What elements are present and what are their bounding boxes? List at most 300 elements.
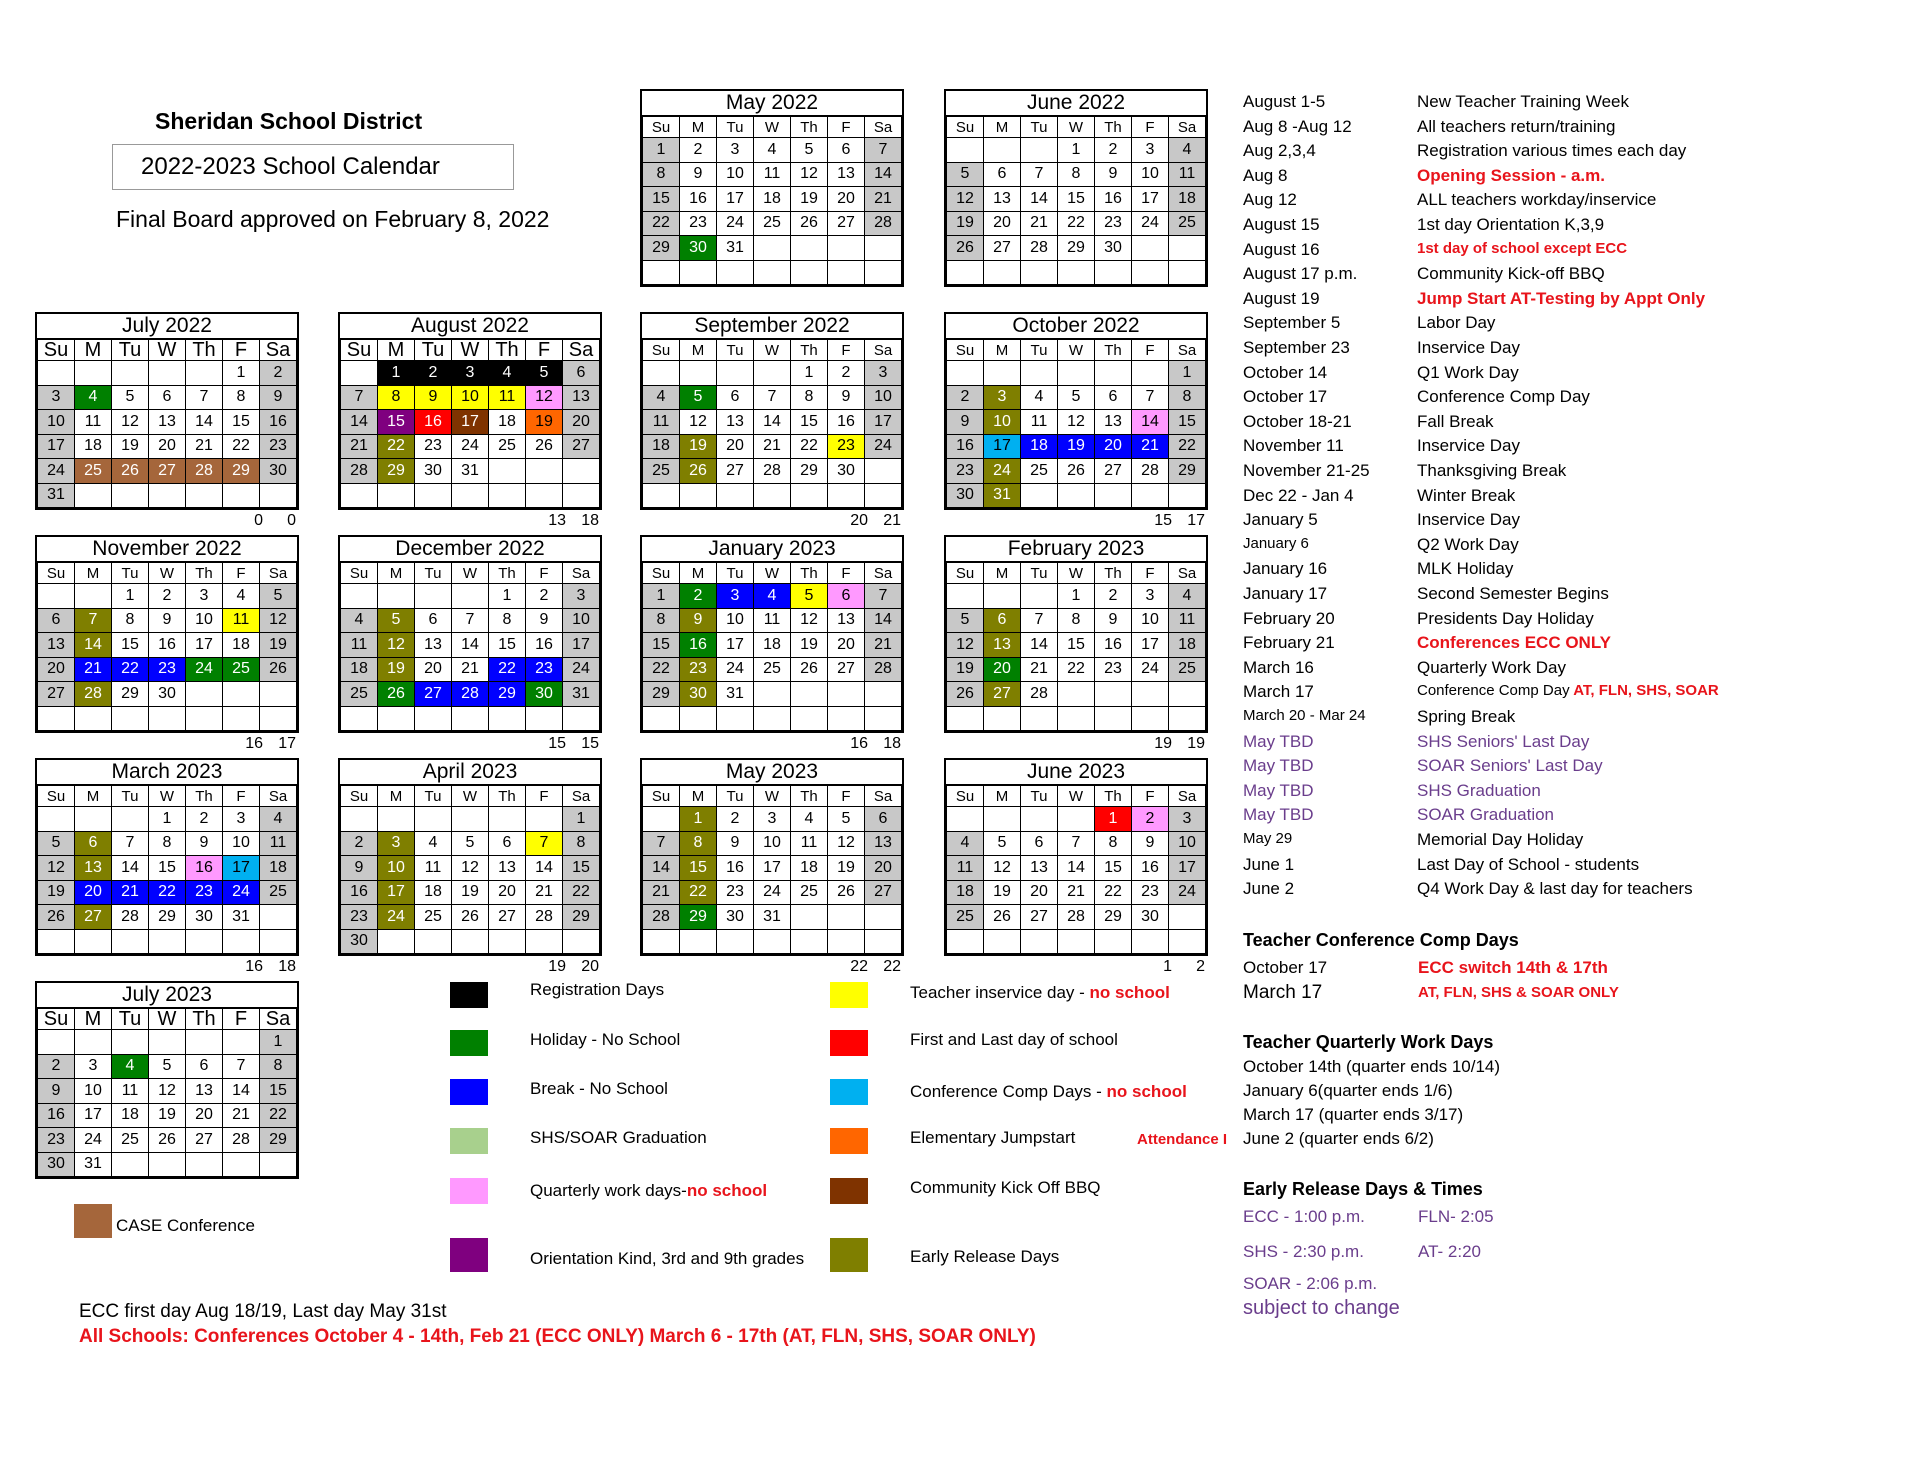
day-cell: 15 — [563, 856, 600, 881]
day-cell — [717, 260, 754, 285]
day-cell: 21 — [1058, 880, 1095, 905]
event-text: SHS Seniors' Last Day — [1417, 731, 1590, 751]
day-cell: 20 — [828, 187, 865, 212]
day-cell: 4 — [341, 608, 378, 633]
day-cell: 12 — [984, 856, 1021, 881]
day-cell: 21 — [112, 880, 149, 905]
day-cell — [984, 260, 1021, 285]
day-cell: 10 — [38, 410, 75, 435]
day-cell: 13 — [865, 831, 902, 856]
day-cell — [1058, 807, 1095, 832]
day-cell: 25 — [112, 1128, 149, 1153]
day-count: 15 — [1154, 512, 1172, 529]
weekday-header: M — [75, 786, 112, 807]
day-cell: 2 — [680, 138, 717, 163]
day-cell: 11 — [1169, 608, 1206, 633]
day-cell — [717, 929, 754, 954]
day-cell — [378, 807, 415, 832]
day-cell: 11 — [947, 856, 984, 881]
day-cell: 28 — [1021, 236, 1058, 261]
day-cell: 31 — [754, 905, 791, 930]
day-cell: 20 — [1095, 434, 1132, 459]
weekday-header: Sa — [563, 563, 600, 584]
event-text: MLK Holiday — [1417, 559, 1514, 579]
day-cell: 20 — [563, 410, 600, 435]
event-date: January 17 — [1243, 584, 1328, 603]
day-cell: 23 — [260, 434, 297, 459]
day-cell: 15 — [1095, 856, 1132, 881]
weekday-header: Su — [341, 563, 378, 584]
day-cell: 22 — [378, 434, 415, 459]
weekday-header: F — [1132, 340, 1169, 361]
day-cell: 1 — [1169, 361, 1206, 386]
day-cell: 15 — [223, 410, 260, 435]
day-cell — [828, 905, 865, 930]
event-text: Spring Break — [1417, 707, 1516, 726]
day-cell: 10 — [1169, 831, 1206, 856]
day-cell: 30 — [1132, 905, 1169, 930]
approval-note: Final Board approved on February 8, 2022 — [116, 206, 550, 232]
day-cell: 24 — [452, 434, 489, 459]
legend-quarterly — [530, 1181, 767, 1201]
day-cell: 22 — [563, 880, 600, 905]
event-date: March 17 — [1243, 682, 1314, 702]
day-cell: 5 — [260, 584, 297, 609]
day-cell: 17 — [754, 856, 791, 881]
weekday-header: F — [828, 786, 865, 807]
day-cell: 22 — [1169, 434, 1206, 459]
weekday-header: F — [1132, 786, 1169, 807]
weekday-header: Sa — [260, 786, 297, 807]
event-date: August 16 — [1243, 239, 1320, 259]
day-cell — [643, 929, 680, 954]
event-date: September 23 — [1243, 338, 1350, 357]
day-cell — [112, 929, 149, 954]
legend-case: CASE Conference — [116, 1216, 255, 1235]
day-cell: 19 — [38, 880, 75, 905]
event-date: Aug 8 — [1243, 165, 1288, 185]
day-cell — [1095, 682, 1132, 707]
day-cell — [489, 483, 526, 508]
day-cell: 28 — [865, 657, 902, 682]
day-cell: 13 — [489, 856, 526, 881]
day-cell: 24 — [223, 880, 260, 905]
day-cell — [563, 706, 600, 731]
day-cell: 31 — [717, 236, 754, 261]
day-cell: 6 — [149, 385, 186, 410]
day-cell — [378, 584, 415, 609]
day-cell: 17 — [717, 187, 754, 212]
day-cell: 14 — [186, 410, 223, 435]
day-cell: 28 — [341, 459, 378, 484]
weekday-header: Tu — [717, 117, 754, 138]
day-cell: 15 — [1058, 633, 1095, 658]
event-text: Quarterly Work Day — [1417, 657, 1566, 677]
day-cell: 25 — [75, 459, 112, 484]
day-cell: 4 — [112, 1054, 149, 1079]
day-cell — [717, 706, 754, 731]
day-cell: 2 — [680, 584, 717, 609]
day-cell — [75, 1030, 112, 1055]
day-cell: 28 — [112, 905, 149, 930]
day-cell: 22 — [260, 1103, 297, 1128]
day-cell: 11 — [754, 608, 791, 633]
day-cell — [791, 905, 828, 930]
day-cell — [149, 706, 186, 731]
day-cell: 8 — [489, 608, 526, 633]
day-cell — [452, 483, 489, 508]
day-cell — [149, 361, 186, 386]
day-cell: 16 — [526, 633, 563, 658]
month-title: June 2022 — [946, 91, 1206, 116]
day-cell: 12 — [112, 410, 149, 435]
event-date: May TBD — [1243, 805, 1314, 825]
event-row — [1243, 633, 1920, 655]
day-cell: 23 — [1095, 657, 1132, 682]
day-cell — [1095, 706, 1132, 731]
day-cell: 6 — [75, 831, 112, 856]
day-cell — [791, 929, 828, 954]
day-cell — [947, 807, 984, 832]
comp-day-date: March 17 — [1243, 982, 1323, 1003]
weekday-header: W — [149, 786, 186, 807]
day-cell: 26 — [452, 905, 489, 930]
legend-no-school: no school — [686, 1181, 768, 1200]
day-cell — [526, 807, 563, 832]
day-cell: 4 — [754, 584, 791, 609]
day-cell: 3 — [75, 1054, 112, 1079]
day-cell: 31 — [38, 483, 75, 508]
event-date: January 5 — [1243, 510, 1318, 530]
day-cell: 28 — [643, 905, 680, 930]
day-cell: 24 — [1169, 880, 1206, 905]
weekday-header: Th — [1095, 340, 1132, 361]
weekday-header: Sa — [1169, 563, 1206, 584]
day-cell: 11 — [112, 1079, 149, 1104]
day-cell: 20 — [984, 211, 1021, 236]
holiday-swatch — [450, 1030, 488, 1056]
event-row — [1243, 510, 1920, 532]
day-cell: 30 — [149, 682, 186, 707]
weekday-header: Sa — [260, 340, 297, 361]
day-cell — [149, 1030, 186, 1055]
day-cell: 26 — [260, 657, 297, 682]
day-cell — [223, 1152, 260, 1177]
day-cell: 13 — [563, 385, 600, 410]
registration-swatch — [450, 982, 488, 1008]
day-cell: 20 — [717, 434, 754, 459]
day-cell: 12 — [38, 856, 75, 881]
day-cell — [38, 807, 75, 832]
day-cell: 24 — [984, 459, 1021, 484]
ecc-note: ECC first day Aug 18/19, Last day May 31st — [79, 1301, 447, 1322]
day-cell — [791, 682, 828, 707]
day-cell: 2 — [1132, 807, 1169, 832]
weekday-header: F — [526, 786, 563, 807]
day-cell — [75, 361, 112, 386]
day-cell — [75, 483, 112, 508]
day-cell: 27 — [1095, 459, 1132, 484]
event-text: Inservice Day — [1417, 436, 1520, 456]
day-cell: 2 — [415, 361, 452, 386]
day-cell: 3 — [1169, 807, 1206, 832]
day-cell: 27 — [186, 1128, 223, 1153]
weekday-header: Sa — [563, 786, 600, 807]
day-cell: 21 — [75, 657, 112, 682]
day-cell: 6 — [1021, 831, 1058, 856]
event-date: October 14 — [1243, 362, 1328, 382]
day-cell: 1 — [1058, 138, 1095, 163]
day-cell: 11 — [754, 162, 791, 187]
quarterly-row: June 2 (quarter ends 6/2) — [1243, 1129, 1434, 1148]
day-count: 15 — [581, 735, 599, 752]
weekday-header: W — [754, 117, 791, 138]
event-date: October 18-21 — [1243, 411, 1352, 431]
day-cell: 12 — [526, 385, 563, 410]
day-cell — [865, 706, 902, 731]
day-cell: 25 — [1021, 459, 1058, 484]
weekday-header: M — [984, 563, 1021, 584]
case-swatch — [74, 1204, 112, 1238]
day-cell: 17 — [75, 1103, 112, 1128]
event-row — [1243, 338, 1920, 360]
day-cell: 25 — [754, 657, 791, 682]
day-cell: 5 — [1058, 385, 1095, 410]
day-cell: 29 — [489, 682, 526, 707]
day-cell: 31 — [717, 682, 754, 707]
day-cell: 1 — [112, 584, 149, 609]
event-text: Winter Break — [1417, 485, 1516, 505]
day-cell — [223, 1030, 260, 1055]
weekday-header: Sa — [260, 563, 297, 584]
day-cell — [415, 929, 452, 954]
event-row — [1243, 707, 1920, 729]
day-cell — [828, 236, 865, 261]
weekday-header: Su — [643, 117, 680, 138]
day-cell: 13 — [38, 633, 75, 658]
month-calendar — [338, 312, 602, 510]
weekday-header: F — [223, 340, 260, 361]
day-cell: 23 — [1095, 211, 1132, 236]
day-cell: 30 — [1095, 236, 1132, 261]
event-text: Community Kick-off BBQ — [1417, 264, 1605, 284]
weekday-header: W — [452, 563, 489, 584]
day-cell: 1 — [223, 361, 260, 386]
day-cell — [828, 682, 865, 707]
weekday-header: W — [1058, 786, 1095, 807]
day-cell — [754, 682, 791, 707]
weekday-header: Tu — [415, 786, 452, 807]
day-cell: 12 — [947, 633, 984, 658]
day-cell: 7 — [452, 608, 489, 633]
day-cell: 16 — [680, 187, 717, 212]
day-cell: 19 — [378, 657, 415, 682]
day-cell: 2 — [341, 831, 378, 856]
day-cell: 18 — [1169, 187, 1206, 212]
day-cell: 5 — [947, 162, 984, 187]
day-count: 18 — [581, 512, 599, 529]
day-cell: 7 — [865, 584, 902, 609]
event-row — [1243, 412, 1920, 434]
day-cell — [526, 459, 563, 484]
day-cell: 26 — [984, 905, 1021, 930]
comp-day-text: ECC switch 14th & 17th — [1418, 958, 1608, 977]
day-cell — [984, 584, 1021, 609]
weekday-header: M — [680, 786, 717, 807]
day-count: 15 — [548, 735, 566, 752]
day-cell: 6 — [717, 385, 754, 410]
day-cell — [341, 483, 378, 508]
orientation-swatch — [450, 1238, 488, 1272]
day-cell: 17 — [1169, 856, 1206, 881]
day-cell: 17 — [186, 633, 223, 658]
day-cell: 11 — [260, 831, 297, 856]
day-cell: 10 — [378, 856, 415, 881]
weekday-header: Sa — [1169, 786, 1206, 807]
day-count: 19 — [1187, 735, 1205, 752]
event-text: Fall Break — [1417, 411, 1494, 431]
day-cell: 23 — [1132, 880, 1169, 905]
day-cell: 29 — [260, 1128, 297, 1153]
month-calendar — [35, 981, 299, 1179]
day-cell — [112, 706, 149, 731]
day-cell: 30 — [680, 236, 717, 261]
event-text: Thanksgiving Break — [1417, 461, 1567, 480]
day-cell — [643, 260, 680, 285]
month-calendar — [338, 758, 602, 956]
day-cell: 16 — [149, 633, 186, 658]
day-cell: 27 — [984, 236, 1021, 261]
weekday-header: F — [223, 1009, 260, 1030]
day-cell — [717, 483, 754, 508]
event-date: August 15 — [1243, 215, 1320, 234]
day-count: 13 — [548, 512, 566, 529]
day-cell — [1058, 929, 1095, 954]
day-cell: 20 — [149, 434, 186, 459]
weekday-header: W — [754, 340, 791, 361]
day-count: 21 — [883, 512, 901, 529]
weekday-header: M — [680, 563, 717, 584]
day-cell: 7 — [526, 831, 563, 856]
day-cell: 9 — [680, 162, 717, 187]
weekday-header: Su — [38, 1009, 75, 1030]
day-cell: 27 — [865, 880, 902, 905]
day-cell: 6 — [38, 608, 75, 633]
weekday-header: Su — [643, 340, 680, 361]
day-cell: 9 — [1095, 608, 1132, 633]
day-cell — [828, 260, 865, 285]
day-cell: 1 — [680, 807, 717, 832]
legend-graduation: SHS/SOAR Graduation — [530, 1128, 707, 1147]
day-cell: 18 — [947, 880, 984, 905]
event-text: Conference Comp Day — [1417, 387, 1590, 407]
day-cell: 11 — [489, 385, 526, 410]
day-cell: 25 — [415, 905, 452, 930]
event-date: March 20 - Mar 24 — [1243, 707, 1366, 724]
day-cell: 26 — [38, 905, 75, 930]
day-cell: 22 — [1095, 880, 1132, 905]
day-cell: 28 — [1058, 905, 1095, 930]
day-cell: 27 — [38, 682, 75, 707]
day-cell — [260, 483, 297, 508]
day-cell: 27 — [1021, 905, 1058, 930]
event-row — [1243, 805, 1920, 827]
day-cell: 14 — [865, 162, 902, 187]
day-cell: 15 — [791, 410, 828, 435]
day-cell: 21 — [1021, 211, 1058, 236]
day-cell: 7 — [865, 138, 902, 163]
day-cell: 26 — [378, 682, 415, 707]
day-cell: 21 — [186, 434, 223, 459]
jumpstart-swatch — [830, 1128, 868, 1154]
day-count: 1 — [1163, 958, 1172, 975]
early-release-at: AT- 2:20 — [1418, 1242, 1481, 1261]
day-cell: 26 — [680, 459, 717, 484]
day-cell: 7 — [643, 831, 680, 856]
first-last-swatch — [830, 1030, 868, 1056]
graduation-swatch — [450, 1128, 488, 1154]
day-cell: 26 — [947, 682, 984, 707]
day-cell: 9 — [680, 608, 717, 633]
day-cell: 11 — [341, 633, 378, 658]
day-cell: 7 — [1021, 608, 1058, 633]
day-cell: 5 — [791, 584, 828, 609]
event-text: Second Semester Begins — [1417, 584, 1609, 603]
weekday-header: W — [149, 1009, 186, 1030]
weekday-header: Th — [791, 340, 828, 361]
day-cell — [1021, 807, 1058, 832]
day-cell: 8 — [1095, 831, 1132, 856]
day-cell: 1 — [489, 584, 526, 609]
day-cell: 21 — [223, 1103, 260, 1128]
day-cell — [186, 682, 223, 707]
weekday-header: Tu — [112, 1009, 149, 1030]
day-cell: 10 — [563, 608, 600, 633]
day-cell: 17 — [223, 856, 260, 881]
weekday-header: Th — [1095, 563, 1132, 584]
day-cell: 11 — [1021, 410, 1058, 435]
day-cell — [947, 361, 984, 386]
day-cell — [947, 260, 984, 285]
day-cell — [563, 929, 600, 954]
weekday-header: M — [75, 563, 112, 584]
day-cell: 2 — [717, 807, 754, 832]
month-title: December 2022 — [340, 537, 600, 562]
day-cell: 20 — [828, 633, 865, 658]
day-cell: 7 — [223, 1054, 260, 1079]
day-cell: 29 — [563, 905, 600, 930]
event-row — [1243, 363, 1920, 385]
day-cell — [1058, 682, 1095, 707]
day-cell — [1169, 260, 1206, 285]
day-cell: 22 — [112, 657, 149, 682]
day-cell — [149, 1152, 186, 1177]
event-text: Memorial Day Holiday — [1417, 830, 1584, 849]
day-cell — [1021, 361, 1058, 386]
day-cell: 3 — [563, 584, 600, 609]
event-date: February 20 — [1243, 608, 1335, 628]
day-count: 19 — [1154, 735, 1172, 752]
day-cell: 22 — [643, 211, 680, 236]
day-cell — [1021, 483, 1058, 508]
day-cell: 15 — [378, 410, 415, 435]
day-cell — [452, 929, 489, 954]
day-cell: 4 — [791, 807, 828, 832]
all-schools-note: All Schools: Conferences October 4 - 14th, Feb 21 (ECC ONLY) March 6 - 17th (AT, FLN, SHS, SOAR ONLY) — [79, 1326, 1036, 1347]
day-cell: 3 — [717, 138, 754, 163]
day-cell — [865, 236, 902, 261]
day-cell: 9 — [1132, 831, 1169, 856]
